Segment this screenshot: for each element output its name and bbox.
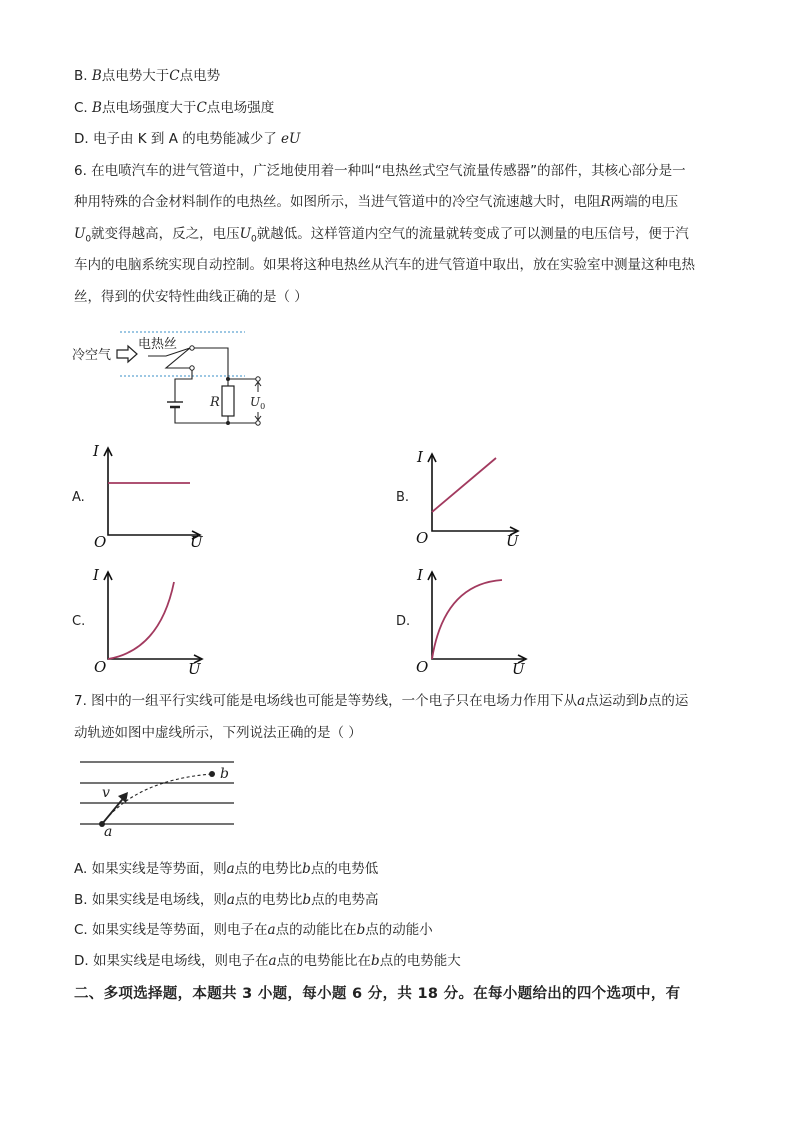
q5-option-d: D. 电子由 K 到 A 的电势能减少了 eU — [74, 131, 301, 147]
x-axis-label: U — [188, 660, 201, 678]
q7-option-a: A. 如果实线是等势面，则a点的电势比b点的电势低 — [74, 861, 379, 877]
q7-stem-line2: 动轨迹如图中虚线所示，下列说法正确的是（ ） — [74, 725, 362, 741]
q6-graph-b — [414, 440, 534, 552]
curve-convex-up — [108, 582, 174, 659]
a-label: a — [104, 824, 113, 838]
heating-wire-label: 电热丝 — [138, 337, 178, 352]
point-b — [209, 771, 215, 777]
q6-option-a-label: A. — [72, 490, 85, 505]
q6-stem-line4: 车内的电脑系统实现自动控制。如果将这种电热丝从汽车的进气管道中取出，放在实验室中测量这种电热 — [74, 257, 695, 273]
q6-option-d-label: D. — [396, 614, 411, 629]
resistor-label: R — [210, 395, 220, 410]
u0-label: $U_0$ — [250, 395, 266, 411]
y-axis-label: I — [417, 448, 423, 466]
x-axis-label: U — [512, 660, 525, 678]
y-axis-label: I — [93, 442, 99, 460]
q6-circuit-diagram — [70, 326, 280, 430]
q5-option-c: C. B点电场强度大于C点电场强度 — [74, 100, 275, 116]
y-axis-label: I — [93, 566, 99, 584]
x-axis-label: U — [506, 532, 519, 550]
q6-graph-d — [414, 562, 534, 678]
b-label: b — [220, 766, 229, 782]
q6-graph-c — [90, 562, 210, 678]
origin-label: O — [416, 658, 429, 676]
q7-field-diagram — [76, 758, 240, 838]
terminal-top — [190, 346, 194, 350]
q6-stem-line3: $U_0$就变得越高，反之，电压$U_0$就越低。这样管道内空气的流量就转变成了可以测量的电压信号，便于汽 — [74, 226, 689, 245]
q6-option-b-label: B. — [396, 490, 410, 505]
section-2-heading: 二、多项选择题，本题共 3 小题，每小题 6 分，共 18 分。在每小题给出的四个选项中，有 — [74, 986, 681, 1002]
v-label: v — [102, 785, 110, 801]
cold-air-label: 冷空气 — [72, 348, 112, 363]
q7-option-d: D. 如果实线是电场线，则电子在a点的电势能比在b点的电势能大 — [74, 953, 461, 969]
output-terminal-top — [256, 377, 260, 381]
trajectory-dashed — [102, 774, 212, 824]
origin-label: O — [94, 658, 107, 676]
air-arrow-icon — [117, 346, 137, 362]
curve-linear-offset — [432, 458, 496, 512]
q6-stem-line2: 种用特殊的合金材料制作的电热丝。如图所示，当进气管道中的冷空气流速越大时，电阻R两端的电压 — [74, 194, 679, 210]
q5-option-b: B. B点电势大于C点电势 — [74, 68, 221, 84]
q6-stem-line5: 丝，得到的伏安特性曲线正确的是（ ） — [74, 289, 308, 305]
x-axis-label: U — [190, 533, 203, 551]
terminal-mid — [190, 366, 194, 370]
q6-stem-line1: 6. 在电喷汽车的进气管道中，广泛地使用着一种叫“电热丝式空气流量传感器”的部件，其核心部分是一 — [74, 163, 686, 179]
q7-option-c: C. 如果实线是等势面，则电子在a点的动能比在b点的动能小 — [74, 922, 433, 938]
curve-saturating — [432, 580, 502, 659]
y-axis-label: I — [417, 566, 423, 584]
resistor-R — [222, 386, 234, 416]
q7-option-b: B. 如果实线是电场线，则a点的电势比b点的电势高 — [74, 892, 379, 908]
q6-graph-a — [90, 440, 210, 552]
origin-label: O — [416, 529, 429, 547]
q6-option-c-label: C. — [72, 614, 86, 629]
output-terminal-bottom — [256, 421, 260, 425]
origin-label: O — [94, 533, 107, 551]
q7-stem-line1: 7. 图中的一组平行实线可能是电场线也可能是等势线，一个电子只在电场力作用下从a点运动到b点的运 — [74, 693, 689, 709]
